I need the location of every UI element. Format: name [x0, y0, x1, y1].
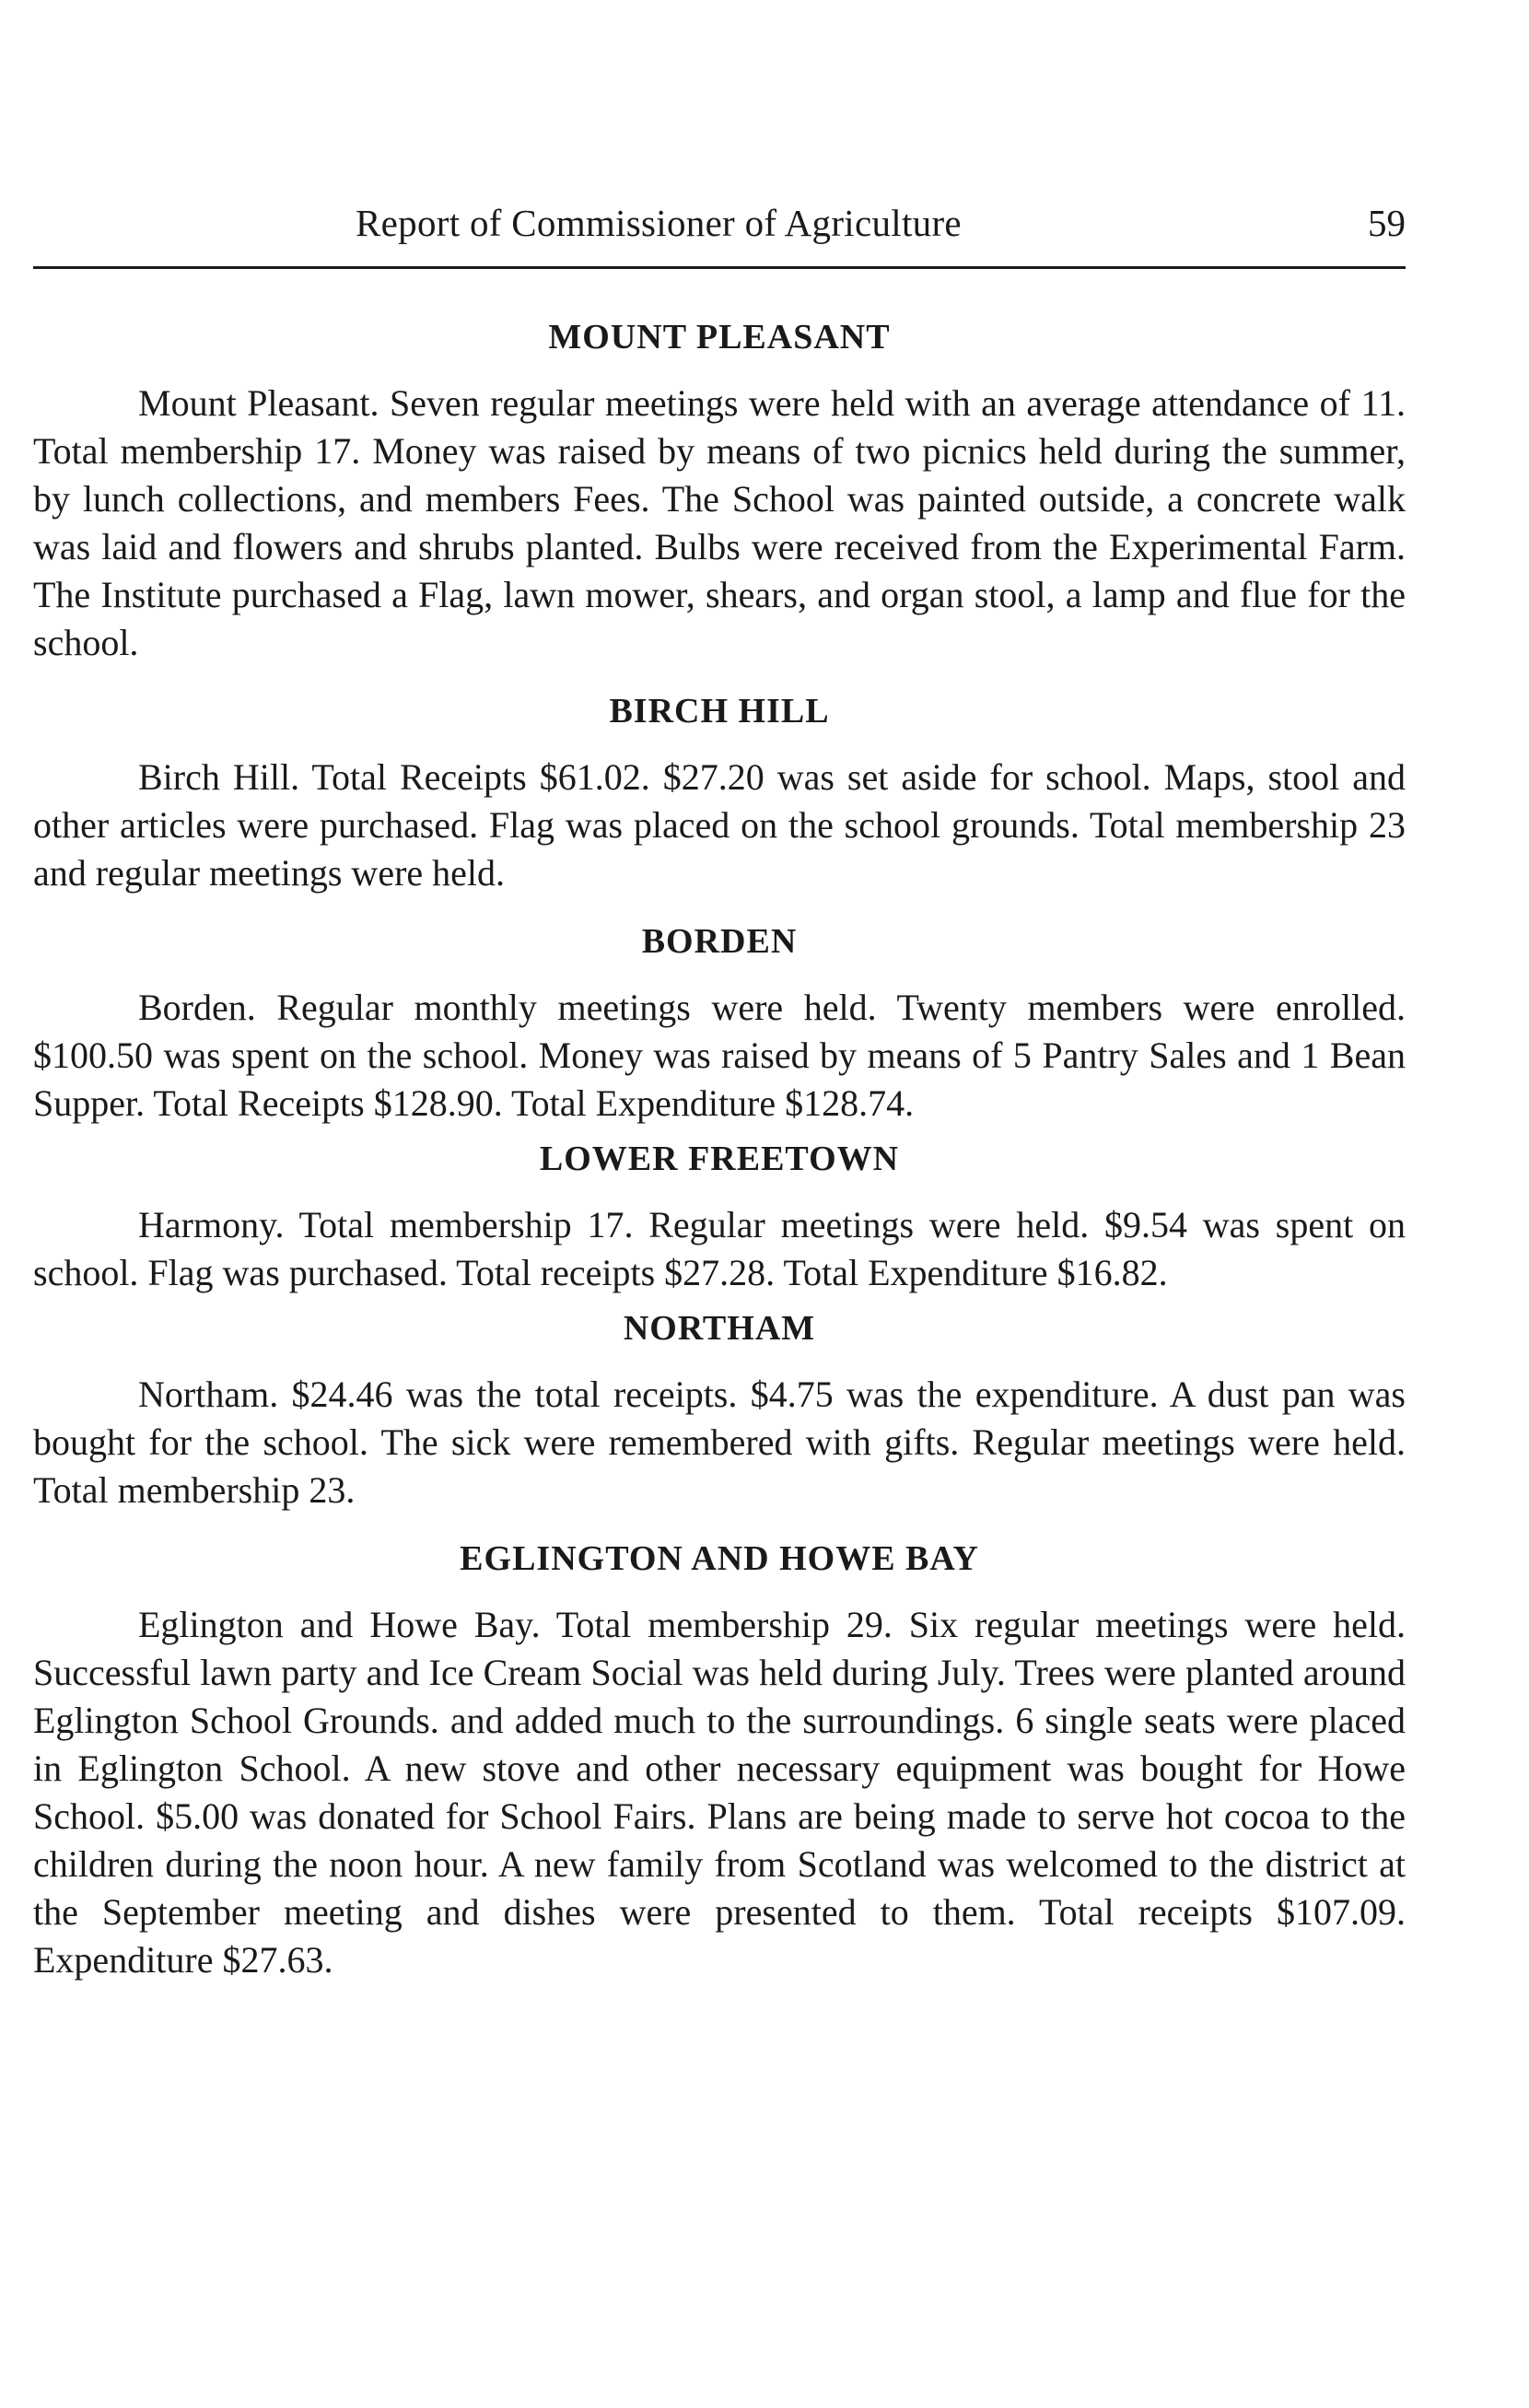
section-mount-pleasant	[33, 313, 1406, 667]
section-borden	[33, 918, 1406, 1128]
section-lower-freetown	[33, 1135, 1406, 1297]
section-heading: LOWER FREETOWN	[539, 1140, 900, 1178]
section-body: Harmony. Total membership 17. Regular meetings were held. $9.54 was spent on school. Flag was purchased. Total receipts $27.28. Total Expenditure $16.82.	[33, 1204, 1406, 1293]
section-heading: EGLINGTON AND HOWE BAY	[460, 1539, 979, 1578]
section-body: Eglington and Howe Bay. Total membership 29. Six regular meetings were held. Successful lawn party and Ice Cream Social was held during July. Trees were planted around Eglington School Grounds. and added much to the surroundings. 6 single seats were placed in Eglington School. A new stove and other necessary equipment was bought for Howe School. $5.00 was donated for School Fairs. Plans are being made to serve hot cocoa to the children during the noon hour. A new family from Scotland was welcomed to the district at the September meeting and dishes were presented to them. Total receipts $107.09. Expenditure $27.63.	[33, 1604, 1406, 1981]
section-birch-hill	[33, 687, 1406, 897]
section-body: Birch Hill. Total Receipts $61.02. $27.20 was set aside for school. Maps, stool and other articles were purchased. Flag was placed on the school grounds. Total membership 23 and regular meetings were held.	[33, 756, 1406, 894]
section-body: Mount Pleasant. Seven regular meetings were held with an average attendance of 11. Total membership 17. Money was raised by means of two picnics held during the summer, by lunch collections, and members Fees. The School was painted outside, a concrete walk was laid and flowers and shrubs planted. Bulbs were received from the Experimental Farm. The Institute purchased a Flag, lawn mower, shears, and organ stool, a lamp and flue for the school.	[33, 382, 1406, 663]
running-title: Report of Commissioner of Agriculture	[356, 202, 962, 244]
section-eglington-and-howe-bay	[33, 1535, 1406, 1984]
page-number: 59	[1368, 202, 1406, 244]
section-heading: NORTHAM	[623, 1309, 816, 1348]
section-heading: MOUNT PLEASANT	[548, 318, 891, 357]
header-rule	[33, 266, 1406, 269]
running-header	[33, 201, 1406, 262]
section-body: Northam. $24.46 was the total receipts. $4.75 was the expenditure. A dust pan was bought for the school. The sick were remembered with gifts. Regular meetings were held. Total membership 23.	[33, 1373, 1406, 1511]
section-heading: BIRCH HILL	[609, 692, 830, 731]
section-body: Borden. Regular monthly meetings were held. Twenty members were enrolled. $100.50 was spent on the school. Money was raised by means of 5 Pantry Sales and 1 Bean Supper. Total Receipts $128.90. Total Expenditure $128.74.	[33, 987, 1406, 1124]
section-heading: BORDEN	[641, 922, 798, 961]
report-content	[33, 313, 1406, 1984]
section-northam	[33, 1304, 1406, 1514]
